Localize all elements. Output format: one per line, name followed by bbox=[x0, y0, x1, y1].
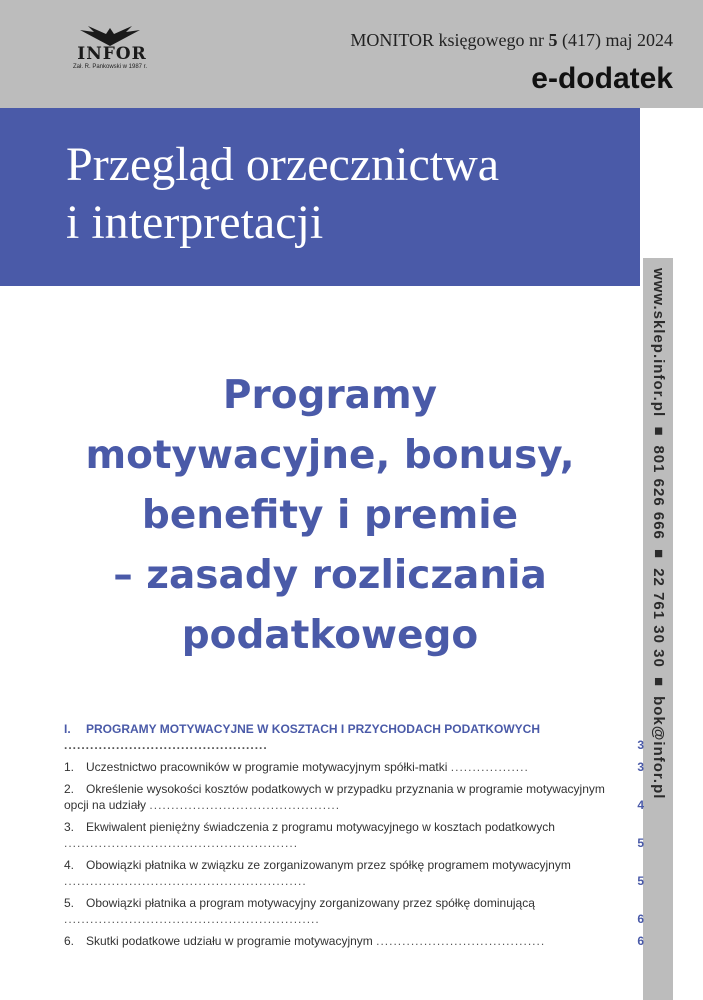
toc-leader-dots: ........................................................ bbox=[64, 874, 307, 888]
toc-item[interactable] bbox=[64, 781, 644, 813]
toc-item-title: Ekwiwalent pieniężny świadczenia z programu motywacyjnego w kosztach podatkowych bbox=[86, 820, 555, 834]
toc-item-number: 2. bbox=[64, 782, 75, 796]
toc-item-number: 6. bbox=[64, 934, 75, 948]
main-title bbox=[40, 366, 620, 666]
toc-page-number: 4 bbox=[637, 798, 644, 812]
issue-info bbox=[350, 30, 673, 51]
toc-page-number: 3 bbox=[637, 738, 644, 752]
toc-page-number: 6 bbox=[637, 934, 644, 948]
series-title-line: Przegląd orzecznictwa bbox=[66, 138, 500, 191]
table-of-contents bbox=[64, 721, 644, 955]
publisher-logo bbox=[60, 24, 160, 74]
toc-section-number: I. bbox=[64, 722, 71, 736]
series-title bbox=[66, 136, 666, 252]
toc-leader-dots: ........................................................... bbox=[64, 912, 320, 926]
toc-leader-dots: ...................................................... bbox=[64, 836, 299, 850]
issue-date: maj 2024 bbox=[605, 30, 673, 50]
issue-sequence: (417) bbox=[562, 30, 601, 50]
toc-item[interactable] bbox=[64, 819, 644, 851]
main-title-line: Programy bbox=[222, 373, 438, 418]
toc-item-title: Obowiązki płatnika a program motywacyjny zorganizowany przez spółkę dominującą bbox=[86, 896, 535, 910]
toc-item-title: Obowiązki płatnika w związku ze zorganizowanym przez spółkę programem motywacyjnym bbox=[86, 858, 571, 872]
main-title-line: podatkowego bbox=[181, 613, 479, 658]
toc-item-title: Uczestnictwo pracowników w programie motywacyjnym spółki-matki bbox=[86, 760, 448, 774]
header-bar bbox=[0, 0, 703, 108]
logo-tagline: Zał. R. Pankowski w 1987 r. bbox=[72, 64, 148, 70]
logo-wordmark: INFOR bbox=[77, 44, 147, 64]
toc-item-title: Skutki podatkowe udziału w programie motywacyjnym bbox=[86, 934, 373, 948]
edition-label: e-dodatek bbox=[531, 62, 673, 95]
toc-item[interactable] bbox=[64, 895, 644, 927]
toc-item-title: Określenie wysokości kosztów podatkowych w przypadku przyznania w programie motywacyjnym opcji na udziały bbox=[64, 782, 605, 812]
contact-info: www.sklep.infor.pl ■ 801 626 666 ■ 22 761 30 30 ■ bok@infor.pl bbox=[650, 268, 667, 800]
toc-page-number: 5 bbox=[637, 836, 644, 850]
toc-page-number: 6 bbox=[637, 912, 644, 926]
toc-section[interactable] bbox=[64, 721, 644, 753]
toc-leader-dots: .................. bbox=[450, 760, 529, 774]
main-title-line: benefity i premie bbox=[141, 493, 519, 538]
issue-number: 5 bbox=[548, 30, 558, 50]
magazine-name: MONITOR księgowego bbox=[350, 30, 525, 50]
toc-page-number: 5 bbox=[637, 874, 644, 888]
toc-leader-dots: ....................................... bbox=[376, 934, 546, 948]
main-title-line: – zasady rozliczania bbox=[113, 553, 547, 598]
toc-page-number: 3 bbox=[637, 760, 644, 774]
toc-item-number: 5. bbox=[64, 896, 75, 910]
main-title-line: motywacyjne, bonusy, bbox=[85, 433, 575, 478]
toc-item-number: 4. bbox=[64, 858, 75, 872]
toc-item-number: 3. bbox=[64, 820, 75, 834]
issue-prefix: nr bbox=[529, 30, 544, 50]
toc-item[interactable] bbox=[64, 933, 644, 949]
toc-section-title: PROGRAMY MOTYWACYJNE W KOSZTACH I PRZYCHODACH PODATKOWYCH bbox=[86, 722, 541, 736]
toc-leader-dots: ............................................ bbox=[149, 798, 341, 812]
toc-item[interactable] bbox=[64, 759, 644, 775]
series-title-line: i interpretacji bbox=[66, 196, 324, 249]
toc-item[interactable] bbox=[64, 857, 644, 889]
toc-leader-dots: ............................................... bbox=[64, 738, 268, 752]
toc-item-number: 1. bbox=[64, 760, 75, 774]
